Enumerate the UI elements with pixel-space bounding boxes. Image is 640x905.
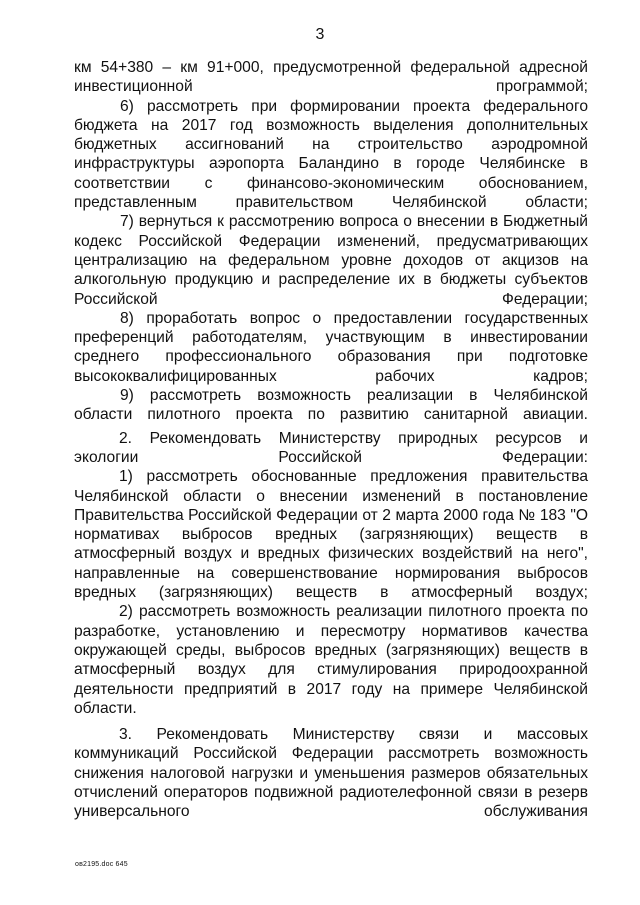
page-number: 3 <box>315 26 325 43</box>
paragraph-section-2: 2. Рекомендовать Министерству природных ресурсов и экологии Российской Федерации: <box>74 429 588 466</box>
paragraph-km-range: км 54+380 – км 91+000, предусмотренной федеральной адресной инвестиционной программой; <box>74 59 588 96</box>
paragraph-section-2-item-1: 1) рассмотреть обоснованные предложения правительства Челябинской области о внесении изменений в постановление Правительства Российской Федерации от 2 марта 2000 года № 183 "О нормативах выбросов вредных (загрязняющих) веществ в атмосферный воздух и вредных физических воздействий на него", направленные на совершенствование нормирования выбросов вредных (загрязняющих) веществ в атмосферный воздух; <box>74 468 588 602</box>
document-footer-code: ов2195.doc 645 <box>75 861 128 868</box>
paragraph-section-2-item-2: 2) рассмотреть возможность реализации пилотного проекта по разработке, установлению и пересмотру нормативов качества окружающей среды, выбросов вредных (загрязняющих) веществ в атмосферный воздух для стимулирования природоохранной деятельности предприятий в 2017 году на примере Челябинской области. <box>74 603 588 717</box>
paragraph-item-7: 7) вернуться к рассмотрению вопроса о внесении в Бюджетный кодекс Российской Федерации изменений, предусматривающих централизацию на федеральном уровне доходов от акцизов на алкогольную продукцию и распределение их в бюджеты субъектов Российской Федерации; <box>74 213 588 308</box>
paragraph-item-9: 9) рассмотреть возможность реализации в Челябинской области пилотного проекта по развитию санитарной авиации. <box>74 387 588 424</box>
paragraph-section-3: 3. Рекомендовать Министерству связи и массовых коммуникаций Российской Федерации рассмотреть возможность снижения налоговой нагрузки и уменьшения размеров обязательных отчислений операторов подвижной радиотелефонной связи в резерв универсального обслуживания <box>74 726 588 821</box>
document-body <box>74 58 588 822</box>
paragraph-item-6: 6) рассмотреть при формировании проекта федерального бюджета на 2017 год возможность выделения дополнительных бюджетных ассигнований на строительство аэродромной инфраструктуры аэропорта Баландино в городе Челябинске в соответствии с финансово-экономическим обоснованием, представленным правительством Челябинской области; <box>74 97 588 212</box>
paragraph-item-8: 8) проработать вопрос о предоставлении государственных преференций работодателям, участвующим в инвестировании среднего профессионального образования при подготовке высококвалифицированных рабочих кадров; <box>74 309 588 385</box>
